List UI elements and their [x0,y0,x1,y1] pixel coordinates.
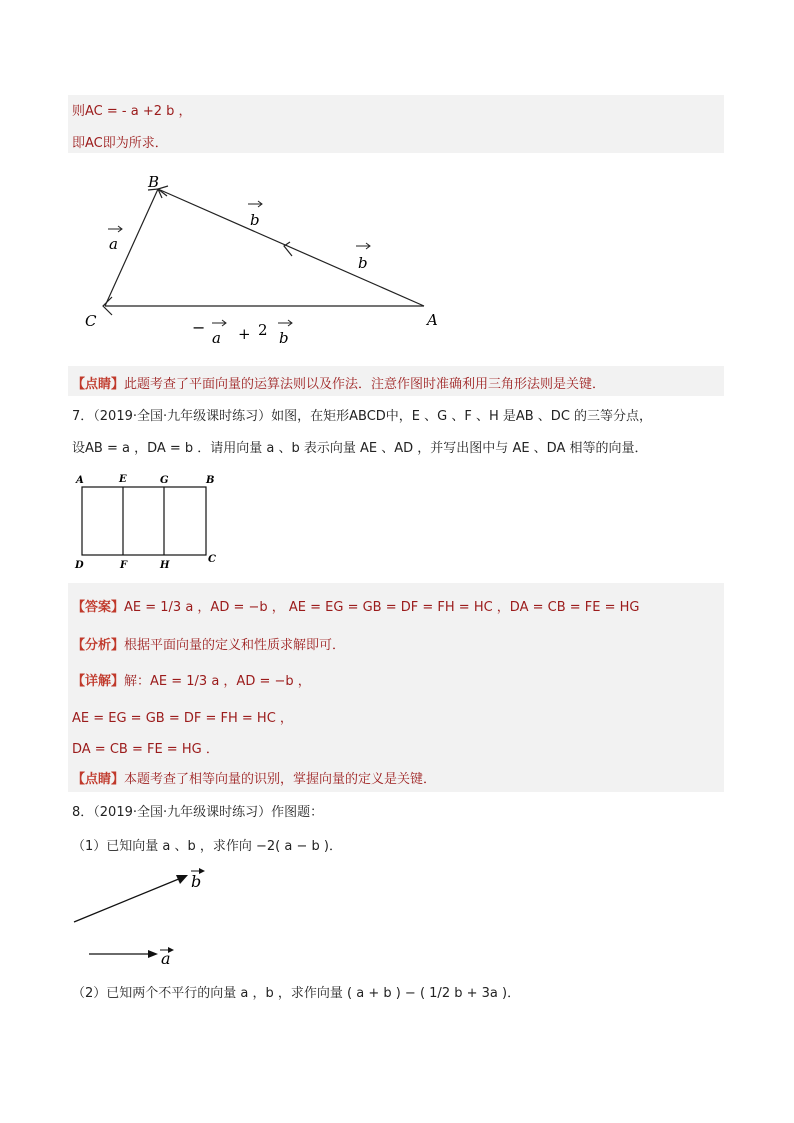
rect-label-H: H [160,560,170,571]
q8-stem [72,801,323,820]
q7-detail-1-text: 解：AE = 1/3 a ，AD = −b ， [124,674,311,689]
label-b-upper: b [250,211,260,229]
q8-part-1 [72,835,342,854]
q7-analysis-text: 根据平面向量的定义和性质求解即可． [124,638,346,653]
label-plus: + [238,325,251,343]
q7-detail-2-text: AE = EG = GB = DF = FH = HC ， [72,711,293,726]
rect-label-G: G [160,475,169,486]
vec-label-a: a [161,949,171,968]
prev-line-1-text: 则AC = - a +2 b ， [72,104,192,119]
q8-part-2 [72,982,520,1001]
label-a-side: a [109,235,118,253]
q7-detail-2 [72,707,293,726]
q7-note-tag: 【点睛】 [72,772,125,787]
q8-part-2-text: （2）已知两个不平行的向量 a ，b ，求作向量 ( a + b ) − ( 1/2 b + 3a )． [72,986,521,1001]
label-b-bottom: b [279,329,289,347]
label-b-lower: b [358,254,368,272]
q7-detail-3-text: DA = CB = FE = HG ． [72,742,219,757]
q7-answer-text: AE = 1/3 a ，AD = −b ， AE = EG = GB = DF = FH = HC ，DA = CB = FE = HG [124,600,640,615]
vec-label-b: b [191,872,202,891]
q7-detail-1 [72,670,311,689]
label-B: B [148,173,160,191]
q7-answer [72,596,639,615]
prev-note [72,373,605,392]
prev-line-1 [72,100,192,119]
q7-detail-3 [72,738,219,757]
rect-label-F: F [120,560,128,571]
prev-line-2-text: 即AC即为所求． [72,136,168,151]
prev-note-tag: 【点睛】 [72,377,125,392]
q8-stem-text: 8．（2019·全国·九年级课时练习）作图题： [72,805,324,820]
q7-note [72,768,436,787]
q7-stem-1: 7．（2019·全国·九年级课时练习）如图，在矩形ABCD中，E 、G 、F 、H 是AB 、DC 的三等分点， [72,409,653,424]
rect-label-D: D [75,560,84,571]
label-A: A [427,311,438,329]
rectangle-figure [72,470,222,575]
triangle-figure [72,163,447,358]
q7-analysis [72,634,345,653]
label-two: 2 [258,321,268,339]
q7-answer-tag: 【答案】 [72,600,125,615]
vectors-figure [72,862,212,970]
label-C: C [85,312,97,330]
prev-line-2 [72,132,168,151]
q7-stem-2: 设AB = a ，DA = b ．请用向量 a 、b 表示向量 AE 、AD ，并写出图中与 AE 、DA 相等的向量． [72,441,648,456]
q7-note-text: 本题考查了相等向量的识别，掌握向量的定义是关键． [124,772,437,787]
q7-analysis-tag: 【分析】 [72,638,125,653]
rect-label-B: B [206,475,215,486]
label-a-bottom: a [212,329,221,347]
prev-note-text: 此题考查了平面向量的运算法则以及作法．注意作图时准确利用三角形法则是关键． [124,377,606,392]
rect-label-A: A [76,475,84,486]
q7-stem-line-2 [72,437,648,456]
q8-part-1-text: （1）已知向量 a 、b ，求作向 −2( a − b )． [72,839,342,854]
rect-label-E: E [119,474,127,485]
label-minus: − [192,318,206,337]
q7-stem-line-1 [72,405,652,424]
rect-label-C: C [208,554,216,565]
q7-detail-tag: 【详解】 [72,674,125,689]
